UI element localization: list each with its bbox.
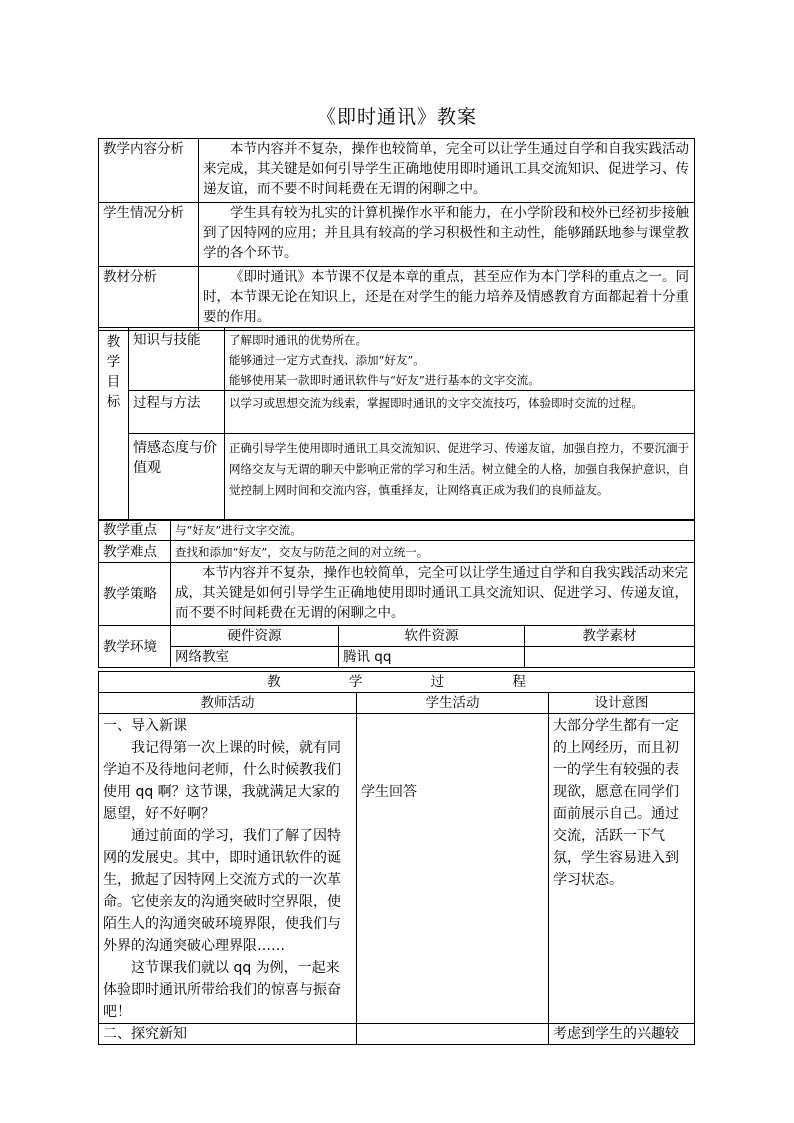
process-text: 以学习或思想交流为线索，掌握即时通讯的文字交流技巧，体验即时交流的过程。 (225, 391, 695, 434)
process-title-char: 过 (430, 674, 445, 690)
header-teacher: 教师活动 (99, 693, 357, 714)
goals-label-char: 教 (106, 334, 121, 350)
env-value-hardware: 网络教室 (171, 647, 339, 668)
material-analysis-row (99, 267, 695, 331)
intro-teacher (99, 714, 357, 1024)
process-label: 过程与方法 (129, 391, 225, 434)
emotion-label: 情感态度与价值观 (129, 434, 225, 521)
env-header-hardware: 硬件资源 (171, 626, 339, 647)
goals-label (99, 328, 129, 521)
intro-intent (549, 714, 695, 1024)
env-value-material (525, 647, 695, 668)
page-title: 《即时通讯》教案 (316, 106, 477, 128)
intro-student (357, 714, 549, 1024)
process-title-char: 教 (267, 674, 281, 690)
env-header-material: 教学素材 (525, 626, 695, 647)
difficulty-label: 教学难点 (99, 541, 171, 563)
intro-student-text: 学生回答 (361, 784, 417, 800)
intro-heading: 一、导入新课 (103, 718, 187, 734)
strategy-table (98, 519, 695, 668)
knowledge-line: 能够通过一定方式查找、添加“好友”。 (229, 353, 425, 367)
explore-heading: 二、探究新知 (99, 1024, 357, 1045)
knowledge-line: 能够使用某一款即时通讯软件与“好友”进行基本的文字交流。 (229, 373, 540, 387)
knowledge-line: 了解即时通讯的优势所在。 (229, 333, 367, 347)
student-analysis-row (99, 203, 695, 267)
strategy-text: 本节内容并不复杂，操作也较简单，完全可以让学生通过自学和自我实践活动来完成，其关键是如何引导学生正确地使用即时通讯工具交流知识、促进学习、传递友谊，而不要不时间耗费在无谓的闲聊之中。 (171, 563, 695, 626)
goals-label-char: 目 (106, 374, 121, 390)
intro-paragraph: 这节课我们就以 qq 为例，一起来体验即时通讯所带给我们的惊喜与振奋吧！ (103, 960, 341, 1020)
header-intent: 设计意图 (549, 693, 695, 714)
explore-intent: 考虑到学生的兴趣较 (549, 1024, 695, 1045)
knowledge-label: 知识与技能 (129, 328, 225, 391)
env-value-software: 腾讯 qq (339, 647, 525, 668)
process-title (99, 672, 695, 693)
process-table (98, 671, 695, 1045)
emotion-text: 正确引导学生使用即时通讯工具交流知识、促进学习、传递友谊，加强自控力，不要沉湎于网络交友与无谓的聊天中影响正常的学习和生活。树立健全的人格，加强自我保护意识，自觉控制上网时间和交流内容，慎重择友，让网络真正成为我们的良师益友。 (225, 434, 695, 521)
content-analysis-row (99, 139, 695, 203)
material-analysis-label: 教材分析 (99, 267, 199, 331)
header-student: 学生活动 (357, 693, 549, 714)
intro-paragraph: 我记得第一次上课的时候，就有同学迫不及待地问老师，什么时候教我们使用 qq 啊？这节课，我就满足大家的愿望，好不好啊？ (103, 740, 341, 822)
content-analysis-text: 本节内容并不复杂，操作也较简单，完全可以让学生通过自学和自我实践活动来完成，其关键是如何引导学生正确地使用即时通讯工具交流知识、促进学习、传递友谊，而不要不时间耗费在无谓的闲聊之中。 (199, 139, 695, 203)
student-analysis-text: 学生具有较为扎实的计算机操作水平和能力，在小学阶段和校外已经初步接触到了因特网的应用；并且具有较高的学习积极性和主动性，能够踊跃地参与课堂教学的各个环节。 (199, 203, 695, 267)
material-analysis-text: 《即时通讯》本节课不仅是本章的重点，甚至应作为本门学科的重点之一。同时，本节课无论在知识上，还是在对学生的能力培养及情感教育方面都起着十分重要的作用。 (199, 267, 695, 331)
explore-student (357, 1024, 549, 1045)
key-point-label: 教学重点 (99, 520, 171, 541)
knowledge-text (225, 328, 695, 391)
intro-intent-text: 大部分学生都有一定的上网经历，而且初一的学生有较强的表现欲，愿意在同学们面前展示自己。通过交流，活跃一下气氛，学生容易进入到学习状态。 (553, 718, 679, 888)
goals-label-char: 学 (106, 354, 121, 370)
env-header-software: 软件资源 (339, 626, 525, 647)
goals-table (98, 327, 695, 521)
intro-paragraph: 通过前面的学习，我们了解了因特网的发展史。其中，即时通讯软件的诞生，掀起了因特网上交流方式的一次革命。它使亲友的沟通突破时空界限，使陌生人的沟通突破环境界限，使我们与外界的沟通突破心理界限…… (103, 828, 341, 954)
strategy-label: 教学策略 (99, 563, 171, 626)
process-title-char: 学 (348, 674, 363, 690)
process-title-char: 程 (512, 674, 526, 690)
content-analysis-label: 教学内容分析 (99, 139, 199, 203)
difficulty-text: 查找和添加“好友”，交友与防范之间的对立统一。 (171, 541, 695, 563)
student-analysis-label: 学生情况分析 (99, 203, 199, 267)
goals-label-char: 标 (106, 394, 121, 410)
lesson-info-table (98, 138, 695, 331)
environment-label: 教学环境 (99, 626, 171, 668)
key-point-text: 与“好友”进行文字交流。 (171, 520, 695, 541)
